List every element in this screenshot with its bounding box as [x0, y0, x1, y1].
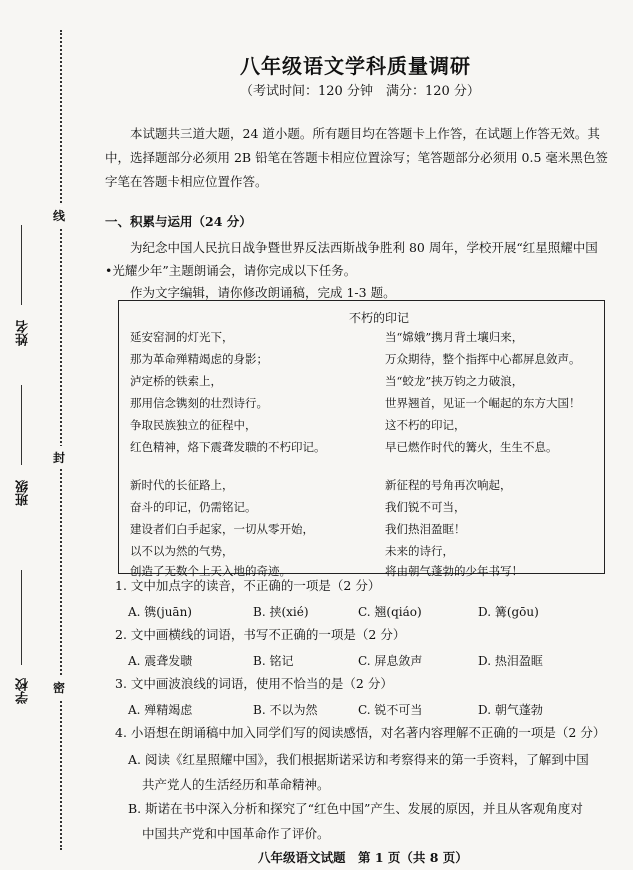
poem-right-line: 我们热泪盈眶！ — [385, 522, 466, 536]
question-3-option-a: A. 殚精竭虑 — [128, 703, 193, 717]
question-1-option-c: C. 翘(qiáo) — [358, 605, 422, 619]
exam-subtitle: （考试时间：120 分钟 满分：120 分） — [240, 84, 480, 99]
poem-left-line: 延安窑洞的灯光下， — [130, 330, 234, 344]
question-2-option-c: C. 屏息敛声 — [358, 654, 423, 668]
question-4-option-b-line-1: B. 斯诺在书中深入分析和探究了“红色中国”产生、发展的原因，并且从客观角度对 — [128, 801, 583, 816]
poem-right-line: 世界翘首，见证一个崛起的东方大国！ — [385, 396, 581, 410]
question-1-stem: 1. 文中加点字的读音，不正确的一项是（2 分） — [115, 578, 381, 593]
poem-left-line: 那用信念镌刻的壮烈诗行。 — [130, 396, 268, 410]
question-2-option-a: A. 震聋发聩 — [128, 654, 193, 668]
poem-left-line: 奋斗的印记，仍需铭记。 — [130, 500, 257, 514]
question-2-option-b: B. 铭记 — [253, 654, 294, 668]
question-2-stem: 2. 文中画横线的词语，书写不正确的一项是（2 分） — [115, 627, 406, 642]
poem-left-line: 那为革命殚精竭虑的身影； — [130, 352, 268, 366]
poem-box — [118, 300, 605, 578]
exam-title: 八年级语文学科质量调研 — [240, 54, 471, 78]
poem-right-line: 当“嫦娥”携月背土壤归来， — [385, 330, 524, 344]
question-3-option-d: D. 朝气蓬勃 — [478, 703, 543, 717]
poem-left-line: 建设者们白手起家，一切从零开始， — [130, 522, 314, 536]
poem-left-line: 以不以为然的气势， — [130, 544, 234, 558]
poem-title: 不朽的印记 — [349, 311, 410, 325]
question-1-option-b: B. 挟(xié) — [253, 605, 309, 619]
poem-right-line: 万众期待，整个指挥中心都屏息敛声。 — [385, 352, 581, 366]
poem-left-line: 红色精神，烙下震聋发聩的不朽印记。 — [130, 440, 326, 454]
binding-dotted-line — [60, 30, 62, 850]
question-4-option-a-line-2: 共产党人的生活经历和革命精神。 — [142, 777, 330, 792]
question-4-option-b-line-2: 中国共产党和中国革命作了评价。 — [142, 826, 330, 841]
seal-feng-char: 封 — [53, 446, 65, 469]
seal-mi-char: 密 — [53, 676, 65, 699]
question-4-option-a-line-1: A. 阅读《红星照耀中国》，我们根据斯诺采访和考察得来的第一手资料，了解到中国 — [128, 752, 589, 767]
poem-right-line: 早已燃作时代的篝火，生生不息。 — [385, 440, 558, 454]
section-heading: 一、积累与运用（24 分） — [105, 214, 252, 229]
name-label: 姓名 — [16, 320, 31, 346]
poem-left-line: 新时代的长征路上， — [130, 478, 234, 492]
section-intro-1: 为纪念中国人民抗日战争暨世界反法西斯战争胜利 80 周年，学校开展“红星照耀中国 — [130, 240, 598, 255]
instruction-line-1: 本试题共三道大题，24 道小题。所有题目均在答题卡上作答，在试题上作答无效。其 — [130, 126, 600, 141]
page-footer: 八年级语文试题 第 1 页（共 8 页） — [258, 850, 468, 865]
section-intro-2: •光耀少年”主题朗诵会，请你完成以下任务。 — [105, 263, 357, 278]
question-3-option-b: B. 不以为然 — [253, 703, 318, 717]
poem-right-line: 当“蛟龙”挟万钧之力破浪， — [385, 374, 524, 388]
instruction-line-2: 中，选择题部分必须用 2B 铅笔在答题卡相应位置涂写；笔答题部分必须用 0.5 毫米黑色签 — [105, 150, 608, 165]
class-label: 班级 — [16, 480, 31, 506]
poem-right-line: 将由朝气蓬勃的少年书写！ — [385, 564, 523, 578]
poem-right-line: 新征程的号角再次响起， — [385, 478, 512, 492]
poem-left-line: 争取民族独立的征程中， — [130, 418, 257, 432]
school-blank — [21, 570, 22, 665]
poem-right-line: 未来的诗行， — [385, 544, 454, 558]
question-2-option-d: D. 热泪盈眶 — [478, 654, 543, 668]
question-1-option-d: D. 篝(gōu) — [478, 605, 539, 619]
section-intro-3: 作为文字编辑，请你修改朗诵稿，完成 1-3 题。 — [130, 285, 396, 300]
question-3-option-c: C. 锐不可当 — [358, 703, 423, 717]
poem-right-line: 这不朽的印记， — [385, 418, 466, 432]
poem-left-line: 泸定桥的铁索上， — [130, 374, 222, 388]
class-blank — [21, 385, 22, 465]
instruction-line-3: 字笔在答题卡相应位置作答。 — [105, 174, 268, 189]
school-label: 学校 — [16, 678, 31, 704]
question-4-stem: 4. 小语想在朗诵稿中加入同学们写的阅读感悟，对名著内容理解不正确的一项是（2 分） — [115, 725, 606, 740]
seal-line-char: 线 — [53, 204, 65, 227]
question-1-option-a: A. 镌(juān) — [128, 605, 192, 619]
poem-left-line: 创造了无数个上天入地的奇迹。 — [130, 564, 291, 578]
question-3-stem: 3. 文中画波浪线的词语，使用不恰当的是（2 分） — [115, 676, 393, 691]
name-blank — [21, 225, 22, 305]
poem-right-line: 我们锐不可当， — [385, 500, 466, 514]
